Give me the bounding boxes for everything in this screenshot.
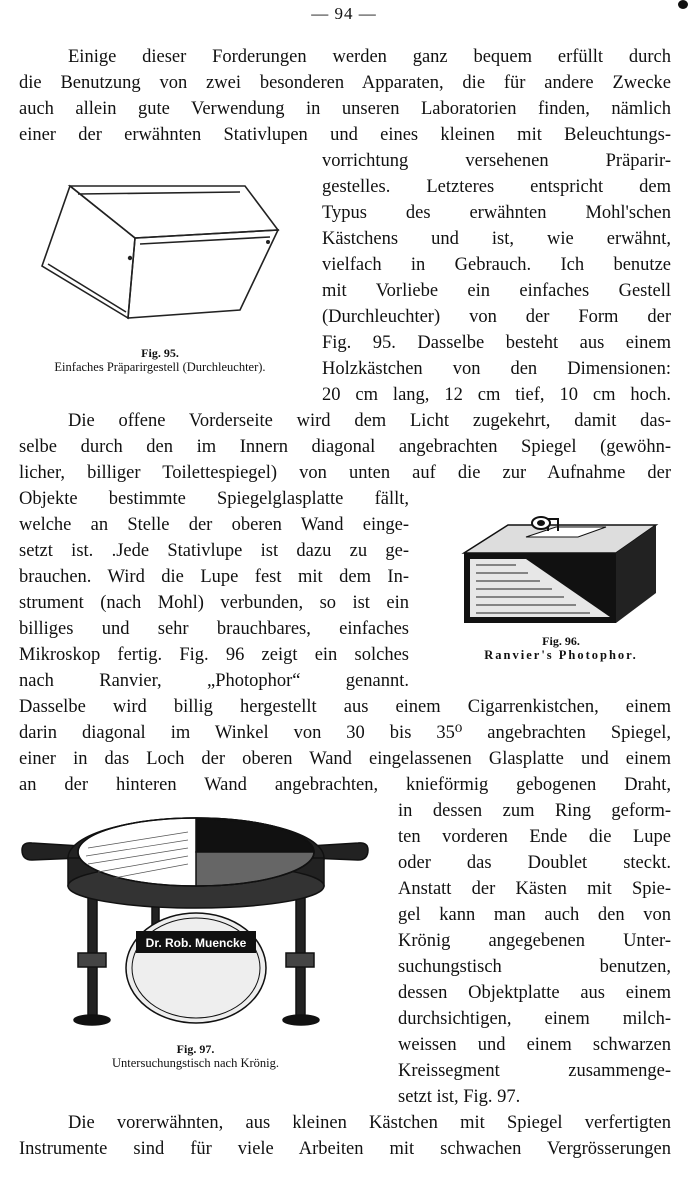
text-line: 20 cm lang, 12 cm tief, 10 cm hoch. xyxy=(322,385,671,405)
text-line: darin diagonal im Winkel von 30 bis 35⁰ angebrachten Spiegel, xyxy=(19,723,671,743)
text-line: Objekte bestimmte Spiegelglasplatte fällt, xyxy=(19,489,409,509)
text-line: Instrumente sind für viele Arbeiten mit schwachen Vergrösserungen xyxy=(19,1139,671,1159)
text-line: Fig. 95. Dasselbe besteht aus einem xyxy=(322,333,671,353)
text-line: Kästchens und ist, wie erwähnt, xyxy=(322,229,671,249)
text-line: vielfach in Gebrauch. Ich benutze xyxy=(322,255,671,275)
text-line: Krönig angegebenen Unter- xyxy=(398,931,671,951)
text-line: Anstatt der Kästen mit Spie- xyxy=(398,879,671,899)
text-line: strument (nach Mohl) verbunden, so ist ein xyxy=(19,593,409,613)
text-line: vorrichtung versehenen Präparir- xyxy=(322,151,671,171)
figure-number: Fig. 95. xyxy=(141,346,179,360)
text-line: an der hinteren Wand angebrachten, knieförmig gebogenen Draht, xyxy=(19,775,671,795)
page-number: — 94 — xyxy=(311,4,377,23)
text-line: Die offene Vorderseite wird dem Licht zugekehrt, damit das- xyxy=(68,411,671,431)
text-line: Typus des erwähnten Mohl'schen xyxy=(322,203,671,223)
figure-caption-text: Ranvier's Photophor. xyxy=(484,648,638,662)
figure-number: Fig. 97. xyxy=(176,1042,215,1056)
text-line: weissen und einem schwarzen xyxy=(398,1035,671,1055)
figure-95-caption xyxy=(10,346,310,374)
text-line: selbe durch den im Innern diagonal angebrachten Spiegel (gewöhn- xyxy=(19,437,671,457)
text-line: welche an Stelle der oberen Wand einge- xyxy=(19,515,409,535)
text-line: oder das Doublet steckt. xyxy=(398,853,671,873)
text-line: (Durchleuchter) von der Form der xyxy=(322,307,671,327)
text-line: nach Ranvier, „Photophor“ genannt. xyxy=(19,671,409,691)
text-line: Die vorerwähnten, aus kleinen Kästchen mit Spiegel verfertigten xyxy=(68,1113,671,1133)
figure-97-plate-text: Dr. Rob. Muencke xyxy=(145,936,247,950)
text-line: einer der erwähnten Stativlupen und eines kleinen mit Beleuchtungs- xyxy=(19,125,671,145)
text-line: gel kann man auch den von xyxy=(398,905,671,925)
text-line: durchsichtigen, einem milch- xyxy=(398,1009,671,1029)
text-line: ten vorderen Ende die Lupe xyxy=(398,827,671,847)
figure-96-drawing xyxy=(456,515,666,630)
figure-97-drawing xyxy=(18,808,373,1036)
text-line: Dasselbe wird billig hergestellt aus einem Cigarrenkistchen, einem xyxy=(19,697,671,717)
text-line: setzt ist. .Jede Stativlupe ist dazu zu ge- xyxy=(19,541,409,561)
figure-96-caption xyxy=(456,634,666,662)
text-line: Einige dieser Forderungen werden ganz bequem erfüllt durch xyxy=(68,47,671,67)
figure-number: Fig. 96. xyxy=(542,634,580,648)
text-line: billiges und sehr brauchbares, einfaches xyxy=(19,619,409,639)
text-line: mit Vorliebe ein einfaches Gestell xyxy=(322,281,671,301)
text-line: gestelles. Letzteres entspricht dem xyxy=(322,177,671,197)
text-line: die Benutzung von zwei besonderen Apparaten, die für andere Zwecke xyxy=(19,73,671,93)
figure-caption-text: Einfaches Präparirgestell (Durchleuchter). xyxy=(54,360,266,374)
text-line: licher, billiger Toilettespiegel) von unten auf die zur Aufnahme der xyxy=(19,463,671,483)
text-line: in dessen zum Ring geform- xyxy=(398,801,671,821)
text-line: einer in das Loch der oberen Wand eingelassenen Glasplatte und einem xyxy=(19,749,671,769)
text-line: Kreissegment zusammenge- xyxy=(398,1061,671,1081)
text-line: Mikroskop fertig. Fig. 96 zeigt ein solches xyxy=(19,645,409,665)
text-line: suchungstisch benutzen, xyxy=(398,957,671,977)
text-line: Holzkästchen von den Dimensionen: xyxy=(322,359,671,379)
text-line: brauchen. Wird die Lupe fest mit dem In- xyxy=(19,567,409,587)
text-line: setzt ist, Fig. 97. xyxy=(398,1087,521,1107)
figure-caption-text: Untersuchungstisch nach Krönig. xyxy=(112,1056,279,1070)
figure-97-caption xyxy=(18,1042,373,1070)
figure-95-drawing xyxy=(30,180,290,325)
text-line: auch allein gute Verwendung in unseren Laboratorien finden, nämlich xyxy=(19,99,671,119)
text-line: dessen Objektplatte aus einem xyxy=(398,983,671,1003)
